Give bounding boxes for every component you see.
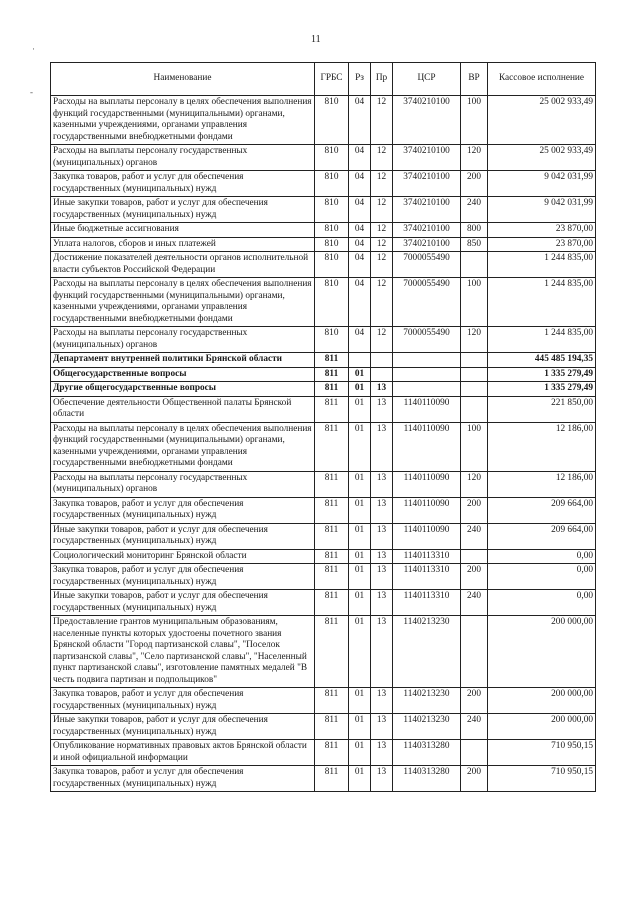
cell-rz: 01: [349, 564, 371, 590]
cell-name: Опубликование нормативных правовых актов Брянской области и иной официальной информации: [51, 740, 315, 766]
table-row: [51, 197, 596, 223]
cell-grbs: 811: [315, 367, 349, 382]
cell-name: Социологический мониторинг Брянской области: [51, 549, 315, 564]
cell-name: Расходы на выплаты персоналу в целях обеспечения выполнения функций государственными (муниципальными) органами, казенными учреждениями, органами управления государственными внебюджетными фондами: [51, 278, 315, 327]
cell-name: Закупка товаров, работ и услуг для обеспечения государственных (муниципальных) нужд: [51, 564, 315, 590]
cell-pr: 12: [371, 197, 393, 223]
cell-csr: 3740210100: [393, 197, 461, 223]
cell-grbs: 811: [315, 714, 349, 740]
cell-amount: 23 870,00: [488, 223, 596, 238]
cell-grbs: 811: [315, 590, 349, 616]
table-row: [51, 171, 596, 197]
budget-table-sheet: [50, 62, 595, 792]
cell-vr: 100: [461, 96, 488, 145]
cell-amount: 0,00: [488, 549, 596, 564]
cell-rz: 01: [349, 740, 371, 766]
cell-name: Расходы на выплаты персоналу государственных (муниципальных) органов: [51, 327, 315, 353]
cell-grbs: 810: [315, 145, 349, 171]
cell-pr: 12: [371, 237, 393, 252]
cell-csr: 3740210100: [393, 237, 461, 252]
cell-grbs: 810: [315, 252, 349, 278]
cell-pr: 13: [371, 382, 393, 397]
cell-pr: 13: [371, 549, 393, 564]
cell-csr: [393, 353, 461, 368]
cell-vr: 100: [461, 278, 488, 327]
cell-pr: [371, 367, 393, 382]
table-header-row: [51, 63, 596, 96]
cell-amount: 200 000,00: [488, 688, 596, 714]
cell-grbs: 811: [315, 523, 349, 549]
cell-name: Иные закупки товаров, работ и услуг для обеспечения государственных (муниципальных) нужд: [51, 714, 315, 740]
cell-amount: 0,00: [488, 564, 596, 590]
cell-pr: 13: [371, 766, 393, 792]
cell-rz: 01: [349, 714, 371, 740]
budget-execution-table: [50, 62, 596, 792]
column-header-name: Наименование: [51, 63, 315, 96]
cell-csr: 1140110090: [393, 396, 461, 422]
cell-name: Уплата налогов, сборов и иных платежей: [51, 237, 315, 252]
cell-pr: 13: [371, 688, 393, 714]
cell-name: Иные закупки товаров, работ и услуг для обеспечения государственных (муниципальных) нужд: [51, 523, 315, 549]
cell-csr: [393, 367, 461, 382]
cell-pr: 13: [371, 564, 393, 590]
cell-vr: [461, 616, 488, 688]
cell-rz: 01: [349, 590, 371, 616]
cell-csr: 7000055490: [393, 327, 461, 353]
cell-rz: 01: [349, 422, 371, 471]
cell-rz: 04: [349, 145, 371, 171]
table-row: [51, 471, 596, 497]
cell-rz: 04: [349, 223, 371, 238]
cell-name: Расходы на выплаты персоналу государственных (муниципальных) органов: [51, 145, 315, 171]
cell-amount: 200 000,00: [488, 714, 596, 740]
cell-name: Иные закупки товаров, работ и услуг для обеспечения государственных (муниципальных) нужд: [51, 197, 315, 223]
cell-rz: 01: [349, 549, 371, 564]
cell-rz: 04: [349, 327, 371, 353]
cell-grbs: 811: [315, 549, 349, 564]
cell-name: Расходы на выплаты персоналу государственных (муниципальных) органов: [51, 471, 315, 497]
cell-rz: 04: [349, 96, 371, 145]
cell-name: Достижение показателей деятельности органов исполнительной власти субъектов Российской Федерации: [51, 252, 315, 278]
cell-name: Закупка товаров, работ и услуг для обеспечения государственных (муниципальных) нужд: [51, 497, 315, 523]
column-header-pr: Пр: [371, 63, 393, 96]
column-header-vr: ВР: [461, 63, 488, 96]
column-header-rz: Рз: [349, 63, 371, 96]
table-row: [51, 382, 596, 397]
cell-pr: [371, 353, 393, 368]
cell-rz: 01: [349, 497, 371, 523]
cell-grbs: 811: [315, 740, 349, 766]
table-row: [51, 396, 596, 422]
cell-csr: 1140110090: [393, 471, 461, 497]
cell-grbs: 811: [315, 688, 349, 714]
cell-vr: 120: [461, 471, 488, 497]
table-row: [51, 564, 596, 590]
column-header-amount: Кассовое исполнение: [488, 63, 596, 96]
cell-csr: 1140113310: [393, 549, 461, 564]
cell-vr: 120: [461, 145, 488, 171]
cell-vr: 200: [461, 564, 488, 590]
cell-grbs: 811: [315, 497, 349, 523]
cell-vr: 850: [461, 237, 488, 252]
cell-rz: 04: [349, 197, 371, 223]
cell-rz: 01: [349, 688, 371, 714]
cell-rz: 04: [349, 252, 371, 278]
cell-csr: 7000055490: [393, 252, 461, 278]
cell-rz: [349, 353, 371, 368]
table-row: [51, 523, 596, 549]
column-header-grbs: ГРБС: [315, 63, 349, 96]
table-row: [51, 237, 596, 252]
cell-grbs: 810: [315, 96, 349, 145]
table-row: [51, 353, 596, 368]
cell-pr: 13: [371, 396, 393, 422]
cell-rz: 01: [349, 523, 371, 549]
cell-amount: 0,00: [488, 590, 596, 616]
cell-amount: 209 664,00: [488, 523, 596, 549]
scan-mark: -: [30, 87, 33, 97]
cell-pr: 12: [371, 171, 393, 197]
cell-rz: 01: [349, 382, 371, 397]
cell-name: Расходы на выплаты персоналу в целях обеспечения выполнения функций государственными (муниципальными) органами, казенными учреждениями, органами управления государственными внебюджетными фондами: [51, 422, 315, 471]
cell-amount: 200 000,00: [488, 616, 596, 688]
cell-name: Общегосударственные вопросы: [51, 367, 315, 382]
cell-pr: 12: [371, 327, 393, 353]
cell-name: Предоставление грантов муниципальным образованиям, населенные пункты которых удостоены почетного звания Брянской области "Город партизанской славы", "Поселок партизанской славы", "Село партизанской славы", "Населенный пункт партизанской славы", изготовление памятных медалей "В честь подвига партизан и подпольщиков": [51, 616, 315, 688]
table-row: [51, 223, 596, 238]
cell-vr: 240: [461, 197, 488, 223]
cell-amount: 1 244 835,00: [488, 278, 596, 327]
cell-csr: 3740210100: [393, 223, 461, 238]
cell-vr: 200: [461, 497, 488, 523]
cell-grbs: 810: [315, 197, 349, 223]
cell-name: Обеспечение деятельности Общественной палаты Брянской области: [51, 396, 315, 422]
cell-pr: 13: [371, 590, 393, 616]
cell-csr: 3740210100: [393, 145, 461, 171]
cell-pr: 13: [371, 422, 393, 471]
cell-vr: [461, 382, 488, 397]
cell-grbs: 811: [315, 564, 349, 590]
table-row: [51, 714, 596, 740]
table-row: [51, 252, 596, 278]
cell-grbs: 811: [315, 422, 349, 471]
table-row: [51, 145, 596, 171]
cell-csr: 1140110090: [393, 497, 461, 523]
table-row: [51, 497, 596, 523]
cell-vr: [461, 549, 488, 564]
cell-amount: 1 244 835,00: [488, 327, 596, 353]
cell-pr: 13: [371, 523, 393, 549]
cell-pr: 12: [371, 252, 393, 278]
cell-rz: 04: [349, 171, 371, 197]
cell-name: Иные бюджетные ассигнования: [51, 223, 315, 238]
cell-rz: 04: [349, 237, 371, 252]
cell-rz: 01: [349, 616, 371, 688]
cell-vr: 240: [461, 590, 488, 616]
cell-csr: 3740210100: [393, 171, 461, 197]
cell-amount: 1 335 279,49: [488, 382, 596, 397]
cell-vr: 800: [461, 223, 488, 238]
cell-csr: 1140110090: [393, 523, 461, 549]
table-row: [51, 688, 596, 714]
cell-name: Закупка товаров, работ и услуг для обеспечения государственных (муниципальных) нужд: [51, 766, 315, 792]
cell-amount: 25 002 933,49: [488, 145, 596, 171]
scan-mark: ·: [32, 44, 35, 54]
table-row: [51, 422, 596, 471]
cell-rz: 01: [349, 471, 371, 497]
table-row: [51, 616, 596, 688]
cell-amount: 209 664,00: [488, 497, 596, 523]
cell-pr: 13: [371, 471, 393, 497]
cell-grbs: 810: [315, 278, 349, 327]
cell-vr: 120: [461, 327, 488, 353]
cell-name: Закупка товаров, работ и услуг для обеспечения государственных (муниципальных) нужд: [51, 688, 315, 714]
cell-csr: 1140213230: [393, 616, 461, 688]
cell-grbs: 810: [315, 223, 349, 238]
cell-csr: 3740210100: [393, 96, 461, 145]
cell-csr: 7000055490: [393, 278, 461, 327]
cell-rz: 01: [349, 396, 371, 422]
cell-csr: 1140110090: [393, 422, 461, 471]
cell-vr: [461, 740, 488, 766]
cell-grbs: 811: [315, 766, 349, 792]
cell-pr: 12: [371, 145, 393, 171]
table-row: [51, 367, 596, 382]
cell-vr: [461, 396, 488, 422]
cell-vr: 200: [461, 688, 488, 714]
table-row: [51, 766, 596, 792]
cell-amount: 9 042 031,99: [488, 197, 596, 223]
cell-pr: 13: [371, 714, 393, 740]
cell-grbs: 811: [315, 471, 349, 497]
cell-pr: 13: [371, 616, 393, 688]
cell-rz: 01: [349, 367, 371, 382]
cell-pr: 12: [371, 278, 393, 327]
cell-pr: 13: [371, 740, 393, 766]
cell-name: Иные закупки товаров, работ и услуг для обеспечения государственных (муниципальных) нужд: [51, 590, 315, 616]
cell-csr: 1140113310: [393, 590, 461, 616]
cell-amount: 445 485 194,35: [488, 353, 596, 368]
cell-vr: 100: [461, 422, 488, 471]
table-body: [51, 96, 596, 792]
cell-vr: 200: [461, 171, 488, 197]
cell-grbs: 810: [315, 327, 349, 353]
table-row: [51, 96, 596, 145]
cell-amount: 23 870,00: [488, 237, 596, 252]
cell-csr: 1140313280: [393, 740, 461, 766]
cell-vr: [461, 353, 488, 368]
cell-amount: 1 244 835,00: [488, 252, 596, 278]
cell-amount: 710 950,15: [488, 740, 596, 766]
table-row: [51, 278, 596, 327]
cell-amount: 9 042 031,99: [488, 171, 596, 197]
cell-name: Расходы на выплаты персоналу в целях обеспечения выполнения функций государственными (муниципальными) органами, казенными учреждениями, органами управления государственными внебюджетными фондами: [51, 96, 315, 145]
cell-name: Департамент внутренней политики Брянской области: [51, 353, 315, 368]
table-row: [51, 327, 596, 353]
cell-amount: 1 335 279,49: [488, 367, 596, 382]
cell-vr: 240: [461, 523, 488, 549]
cell-grbs: 811: [315, 616, 349, 688]
cell-csr: [393, 382, 461, 397]
cell-vr: 200: [461, 766, 488, 792]
cell-grbs: 811: [315, 382, 349, 397]
cell-name: Другие общегосударственные вопросы: [51, 382, 315, 397]
cell-grbs: 810: [315, 171, 349, 197]
cell-csr: 1140113310: [393, 564, 461, 590]
table-row: [51, 740, 596, 766]
cell-amount: 221 850,00: [488, 396, 596, 422]
cell-csr: 1140313280: [393, 766, 461, 792]
cell-name: Закупка товаров, работ и услуг для обеспечения государственных (муниципальных) нужд: [51, 171, 315, 197]
cell-pr: 12: [371, 96, 393, 145]
cell-amount: 710 950,15: [488, 766, 596, 792]
cell-rz: 01: [349, 766, 371, 792]
column-header-csr: ЦСР: [393, 63, 461, 96]
cell-vr: 240: [461, 714, 488, 740]
cell-grbs: 811: [315, 396, 349, 422]
table-row: [51, 549, 596, 564]
cell-csr: 1140213230: [393, 688, 461, 714]
cell-csr: 1140213230: [393, 714, 461, 740]
cell-vr: [461, 252, 488, 278]
cell-pr: 12: [371, 223, 393, 238]
page-number: 11: [311, 34, 321, 45]
cell-amount: 12 186,00: [488, 471, 596, 497]
cell-vr: [461, 367, 488, 382]
cell-pr: 13: [371, 497, 393, 523]
table-row: [51, 590, 596, 616]
cell-rz: 04: [349, 278, 371, 327]
cell-amount: 25 002 933,49: [488, 96, 596, 145]
cell-grbs: 810: [315, 237, 349, 252]
cell-amount: 12 186,00: [488, 422, 596, 471]
cell-grbs: 811: [315, 353, 349, 368]
